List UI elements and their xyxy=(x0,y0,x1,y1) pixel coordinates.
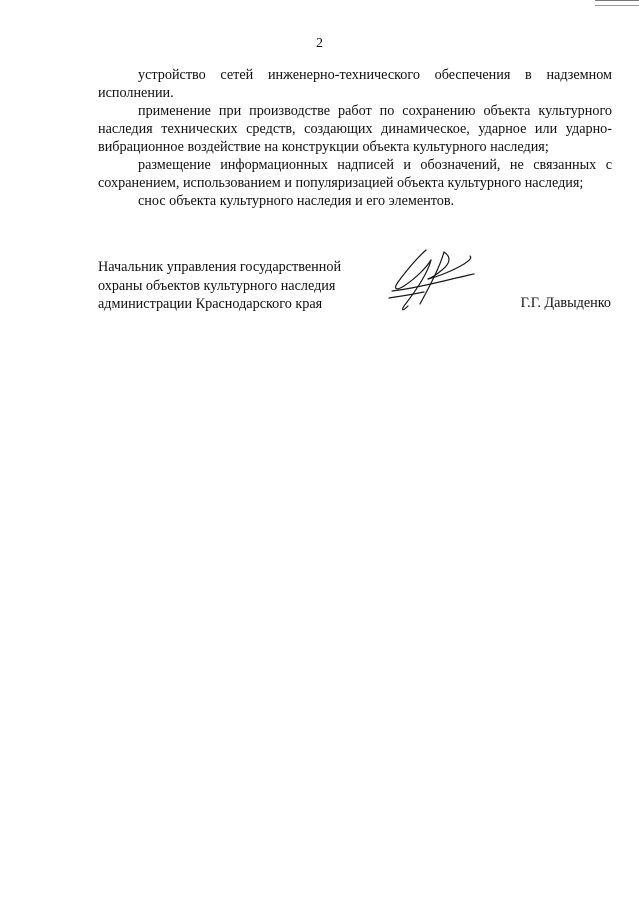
handwritten-signature-icon xyxy=(384,244,484,316)
page-number: 2 xyxy=(316,36,323,51)
scan-corner-mark xyxy=(595,0,639,6)
paragraph-information-signs: размещение информационных надписей и обозначений, не связанных с сохранением, использованием и популяризацией объекта культурного наследия; xyxy=(98,157,612,191)
paragraph-demolition: снос объекта культурного наследия и его элементов. xyxy=(138,193,455,209)
signer-name: Г.Г. Давыденко xyxy=(520,295,611,311)
signatory-position xyxy=(98,258,341,314)
paragraph-utility-networks: устройство сетей инженерно-технического обеспечения в надземном исполнении. xyxy=(98,67,612,101)
document-body xyxy=(98,66,612,210)
position-line: Начальник управления государственной xyxy=(98,259,342,275)
paragraph-vibration-equipment: применение при производстве работ по сохранению объекта культурного наследия технических средств, создающих динамическое, ударное или ударно-вибрационное воздействие на конструкции объекта культурного наследия; xyxy=(98,103,612,155)
position-line: администрации Краснодарского края xyxy=(98,296,323,312)
position-line: охраны объектов культурного наследия xyxy=(98,277,336,294)
